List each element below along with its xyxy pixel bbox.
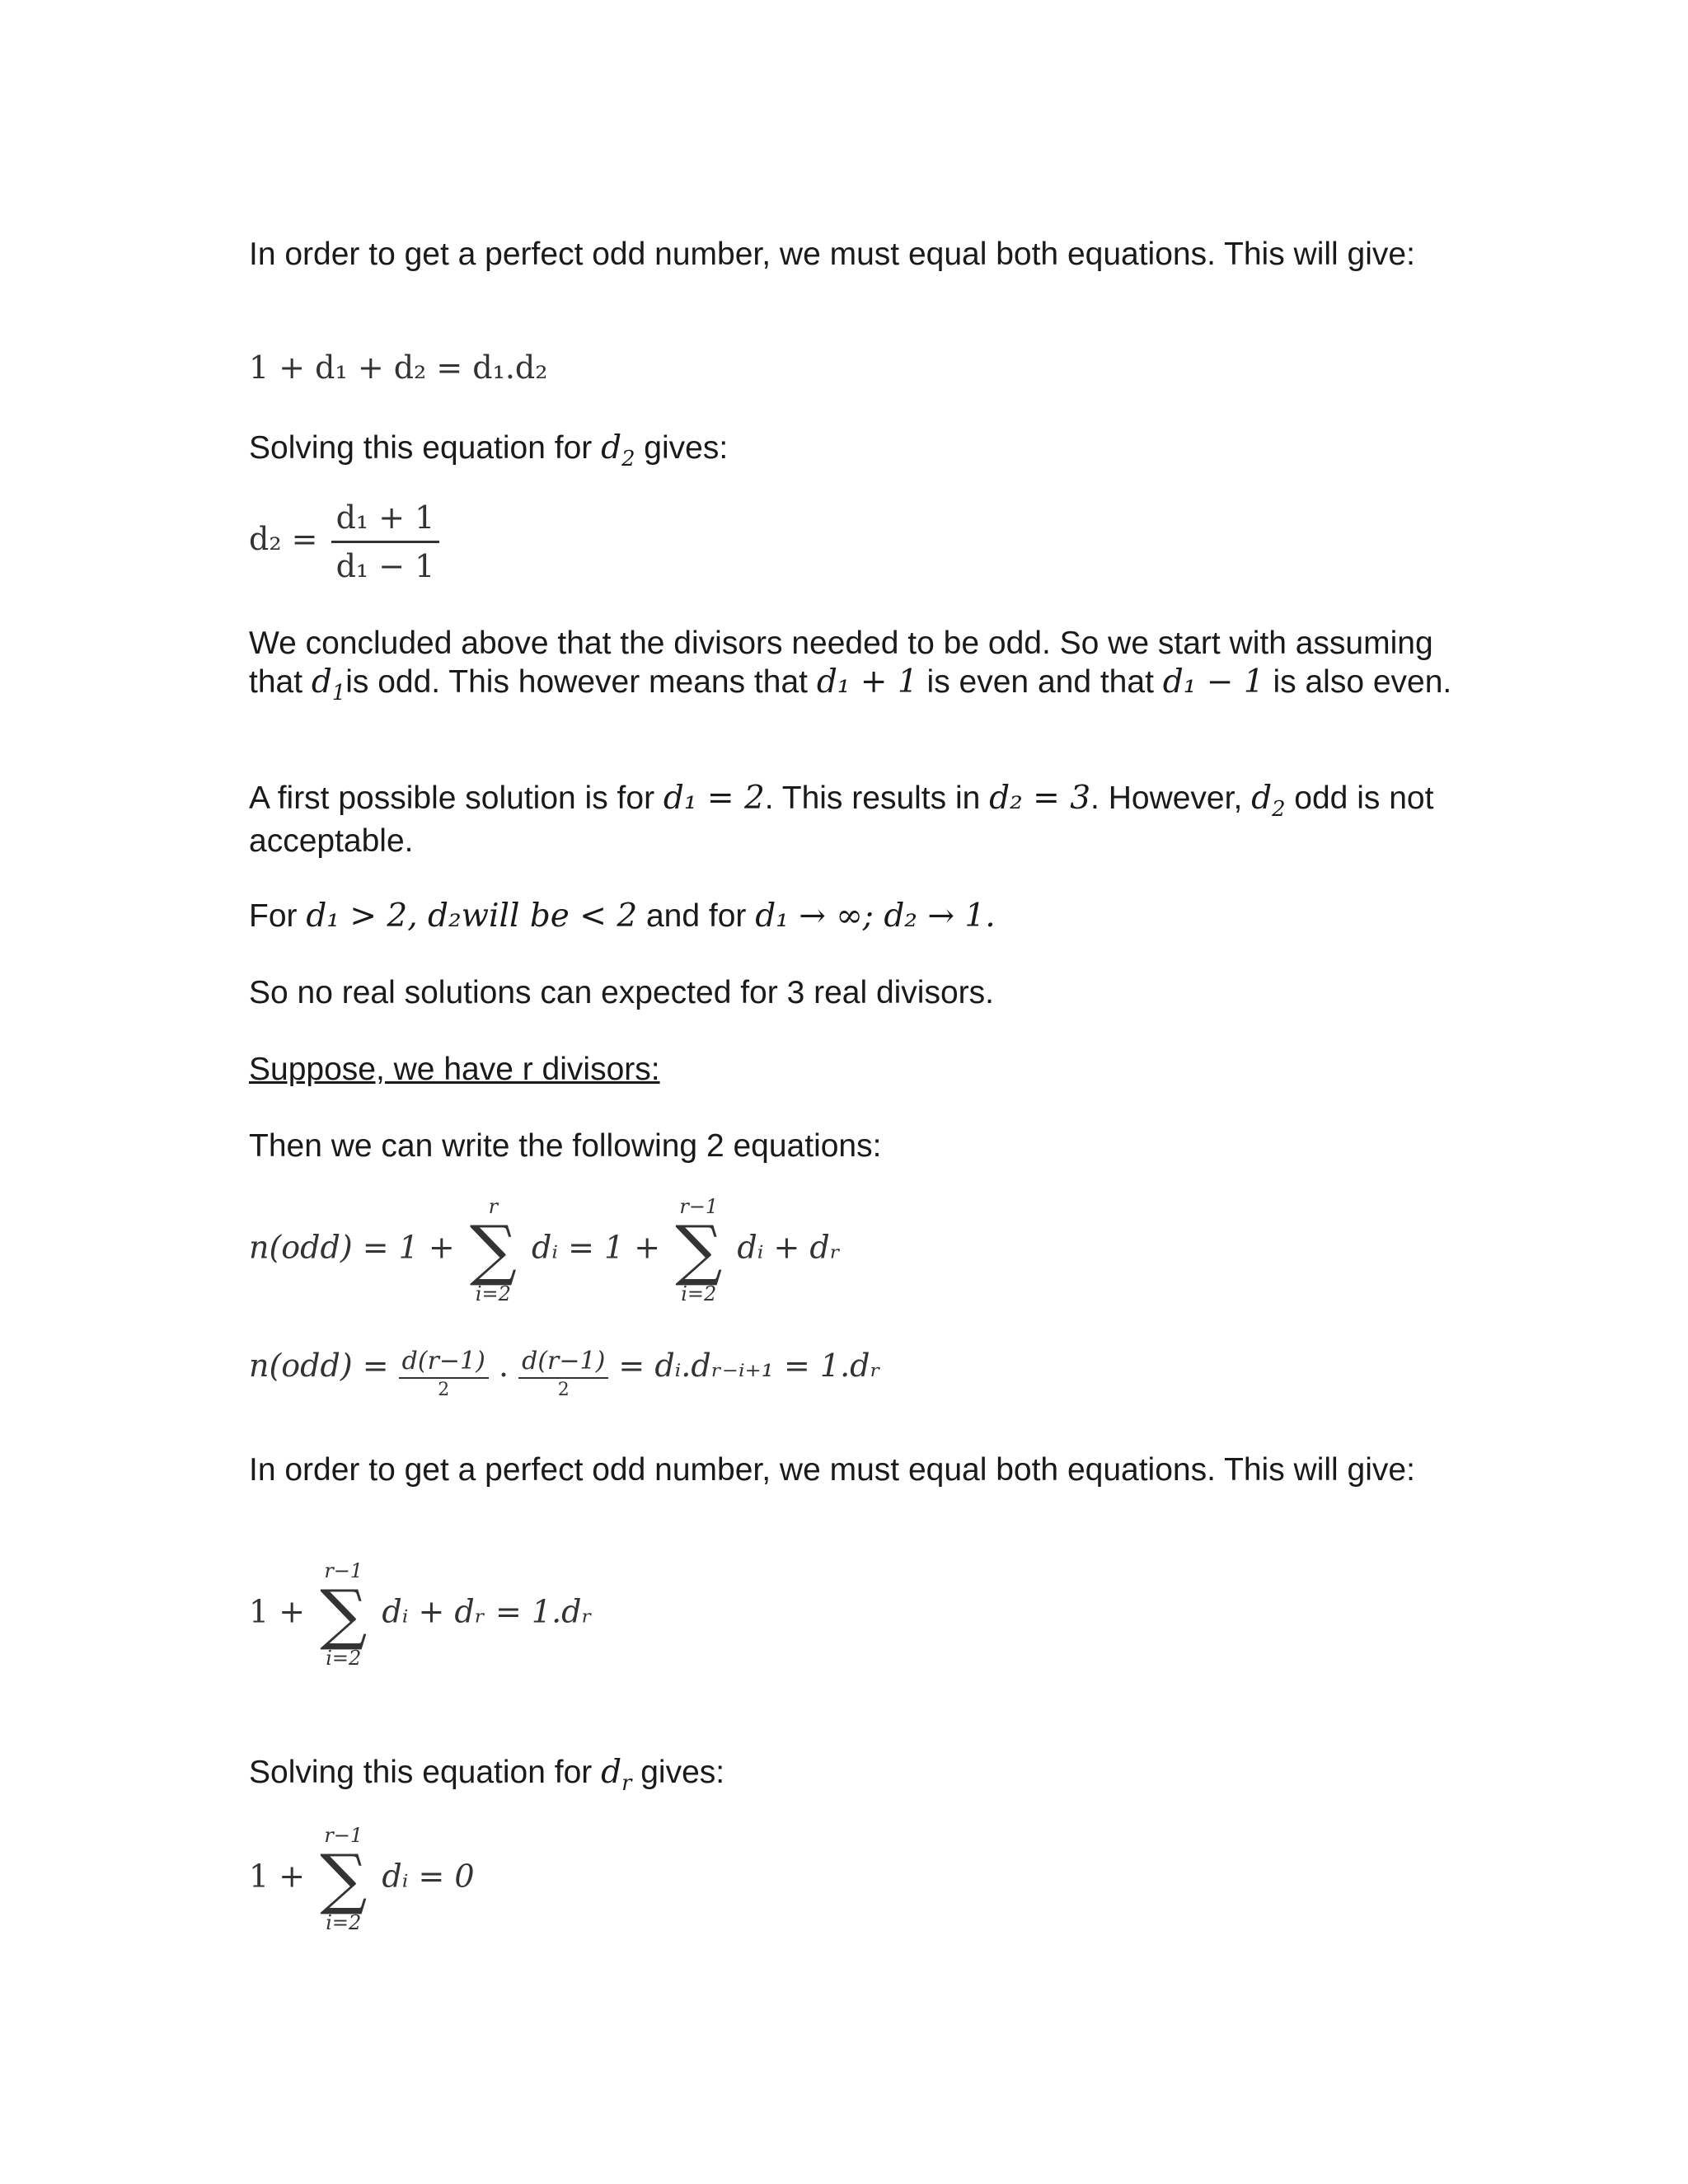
paragraph-two-equations: Then we can write the following 2 equations: — [249, 1128, 882, 1164]
equation-lhs: d₂ = — [249, 521, 318, 557]
math-inline: $d_r$ — [601, 1754, 632, 1796]
math-inline: d₁ → ∞; d₂ → 1. — [755, 898, 996, 935]
fraction-denominator: 2 — [438, 1380, 450, 1400]
sum-lower-limit: i=2 — [681, 1282, 717, 1305]
equation-term: dᵢ = 0 — [382, 1858, 475, 1895]
equation-term: dᵢ = 1 + — [532, 1229, 661, 1266]
fraction-denominator: 2 — [557, 1380, 570, 1400]
math-inline: $d_2$ — [601, 429, 635, 471]
fraction — [331, 499, 440, 584]
math-inline: d₂ = 3 — [989, 780, 1091, 817]
math-inline: d₁ + 1 — [816, 663, 918, 701]
text-span: gives: — [635, 430, 729, 466]
sum-upper-limit: r — [488, 1195, 499, 1218]
fraction-numerator: d₁ + 1 — [335, 499, 435, 536]
text-span: is odd. This however means that — [345, 664, 817, 700]
text-span: Solving this equation for — [249, 1755, 602, 1790]
text-span: Solving this equation for — [249, 430, 602, 466]
equation-6 — [249, 1824, 475, 1934]
text-span: We concluded above that the divisors needed to be odd. So we start with assuming that — [249, 626, 1433, 700]
dot-operator: . — [498, 1347, 509, 1384]
sum-upper-limit: r−1 — [324, 1824, 363, 1847]
sum-upper-limit: r−1 — [679, 1195, 719, 1218]
paragraph-divisors-odd — [249, 624, 1452, 705]
summation — [675, 1195, 722, 1305]
equation-term: dᵢ + dᵣ — [737, 1229, 841, 1266]
equation-5 — [249, 1559, 593, 1670]
text-span: is even and that — [917, 664, 1163, 700]
subscript-fraction — [399, 1347, 489, 1402]
summation — [470, 1195, 517, 1305]
equation-lhs: 1 + — [249, 1593, 306, 1630]
subscript-fraction — [518, 1347, 608, 1402]
equation-1: 1 + d₁ + d₂ = d₁.d₂ — [249, 349, 548, 386]
paragraph-no-solutions: So no real solutions can expected for 3 real divisors. — [249, 975, 994, 1010]
text-span: odd is not acceptable. — [249, 780, 1434, 859]
equation-lhs: n(odd) = 1 + — [249, 1229, 455, 1266]
sigma-symbol: ∑ — [469, 1212, 517, 1288]
sum-lower-limit: i=2 — [326, 1647, 362, 1670]
section-heading: Suppose, we have r divisors: — [249, 1052, 660, 1087]
equation-3 — [249, 1195, 841, 1305]
math-inline: d₁ − 1 — [1162, 663, 1264, 701]
paragraph-first-solution — [249, 779, 1452, 860]
text-span: A first possible solution is for — [249, 780, 663, 816]
paragraph-equal-equations: In order to get a perfect odd number, we must equal both equations. This will give: — [249, 1452, 1415, 1488]
paragraph-solving-dr — [249, 1753, 1452, 1796]
paragraph-solving-d2 — [249, 429, 1452, 471]
math-inline: d₁ > 2, d₂will be < 2 — [306, 898, 638, 935]
equation-term: dᵢ + dᵣ = 1.dᵣ — [382, 1593, 593, 1630]
fraction-numerator: d(r−1) — [518, 1347, 608, 1379]
equation-lhs: 1 + — [249, 1858, 306, 1895]
math-inline: $d_2$ — [1251, 780, 1286, 822]
fraction-numerator: d(r−1) — [399, 1347, 489, 1379]
summation — [320, 1824, 367, 1934]
math-inline: d₁ = 2 — [663, 780, 765, 817]
text-span: . This results in — [764, 780, 990, 816]
equation-lhs: n(odd) = — [249, 1347, 389, 1384]
sum-lower-limit: i=2 — [326, 1911, 362, 1934]
text-span: gives: — [631, 1755, 725, 1790]
summation — [320, 1559, 367, 1670]
paragraph-intro: In order to get a perfect odd number, we must equal both equations. This will give: — [249, 237, 1415, 272]
sigma-symbol: ∑ — [675, 1212, 723, 1288]
equation-term: = dᵢ.dᵣ₋ᵢ₊₁ = 1.dᵣ — [618, 1347, 881, 1384]
math-inline: $d_1$ — [311, 663, 346, 705]
sum-upper-limit: r−1 — [324, 1559, 363, 1582]
equation-2 — [249, 499, 443, 584]
sum-lower-limit: i=2 — [475, 1282, 511, 1305]
fraction-denominator: d₁ − 1 — [331, 541, 440, 584]
text-span: is also even. — [1264, 664, 1452, 700]
paragraph-for-d1 — [249, 897, 1452, 935]
sigma-symbol: ∑ — [320, 1840, 368, 1917]
text-span: . However, — [1090, 780, 1252, 816]
equation-4 — [249, 1347, 881, 1402]
sigma-symbol: ∑ — [320, 1576, 368, 1652]
text-span: For — [249, 898, 307, 934]
text-span: and for — [637, 898, 756, 934]
